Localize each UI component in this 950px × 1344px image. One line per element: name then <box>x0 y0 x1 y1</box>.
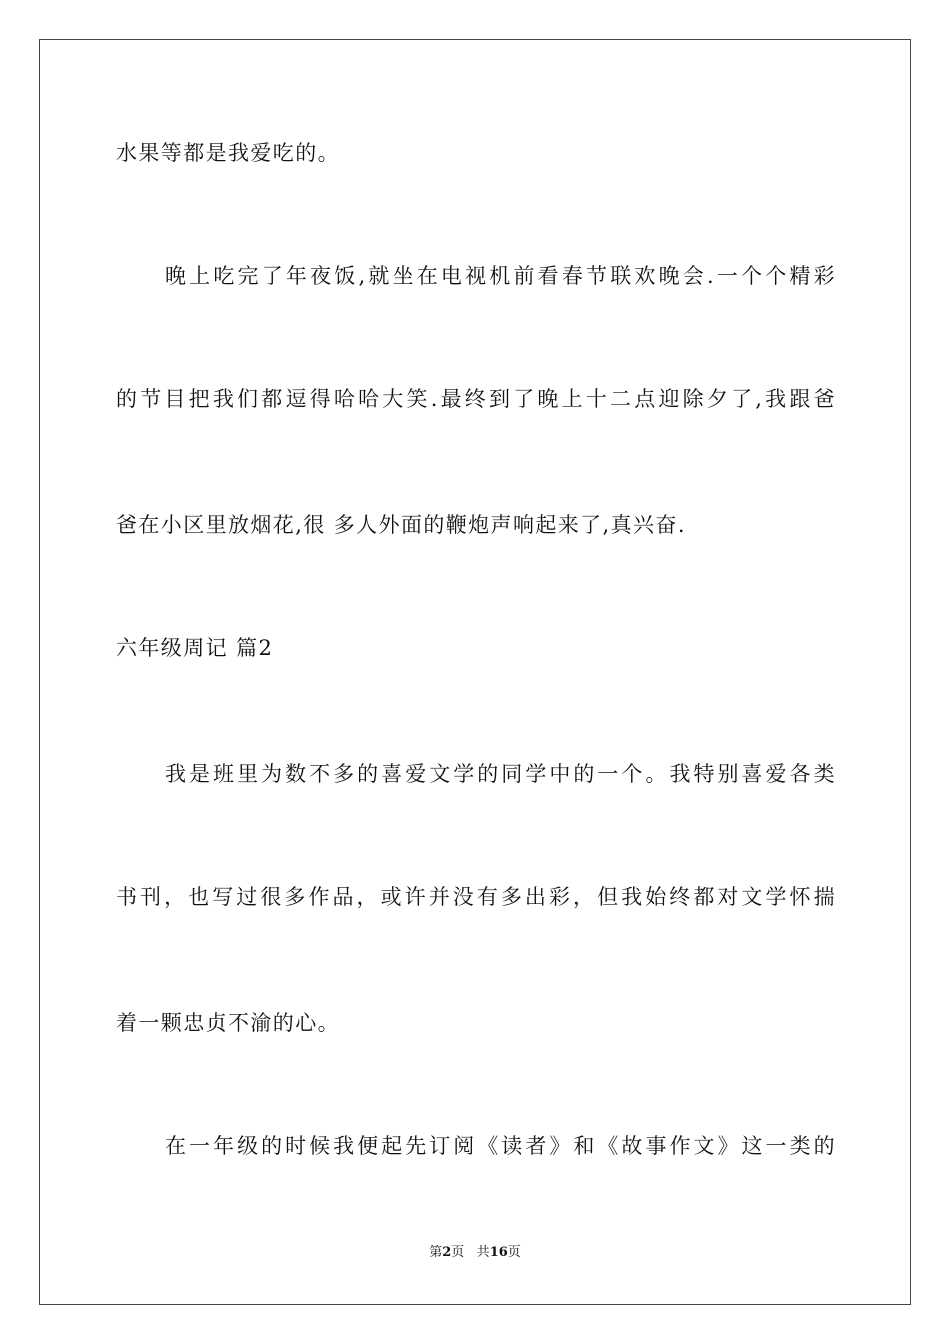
paragraph-line: 书刊，也写过很多作品，或许并没有多出彩，但我始终都对文学怀揣 <box>116 885 836 909</box>
page-frame <box>39 39 911 1305</box>
paragraph-line: 晚上吃完了年夜饭,就坐在电视机前看春节联欢晚会.一个个精彩 <box>165 264 836 288</box>
footer-page-number: 2 <box>442 1245 452 1260</box>
footer-total-suffix: 页 <box>507 1245 521 1260</box>
paragraph-line: 在一年级的时候我便起先订阅《读者》和《故事作文》这一类的 <box>165 1134 836 1158</box>
footer-page-prefix: 第 <box>429 1245 443 1260</box>
footer-page-suffix: 页 <box>451 1245 465 1260</box>
paragraph-line: 的节目把我们都逗得哈哈大笑.最终到了晚上十二点迎除夕了,我跟爸 <box>116 387 836 411</box>
paragraph-line: 着一颗忠贞不渝的心。 <box>116 1011 340 1035</box>
paragraph-line: 爸在小区里放烟花,很 多人外面的鞭炮声响起来了,真兴奋. <box>116 513 686 537</box>
footer-total-number: 16 <box>489 1245 508 1260</box>
page-footer <box>0 1244 950 1262</box>
footer-total-prefix: 共 <box>476 1245 490 1260</box>
paragraph-line: 水果等都是我爱吃的。 <box>116 141 340 165</box>
section-heading: 六年级周记 篇2 <box>116 636 274 660</box>
paragraph-line: 我是班里为数不多的喜爱文学的同学中的一个。我特别喜爱各类 <box>165 762 836 786</box>
